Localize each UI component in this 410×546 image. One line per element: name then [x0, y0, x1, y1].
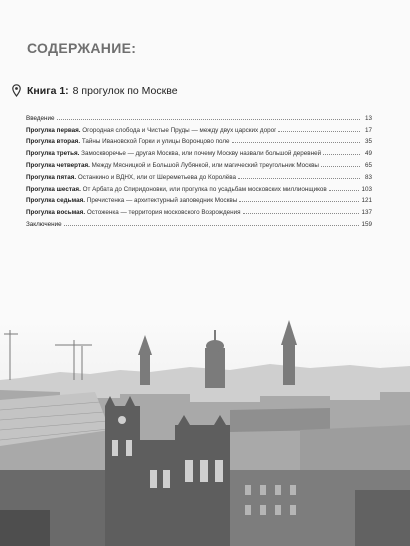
toc-page-number: 137 — [361, 209, 372, 217]
toc-entry-label — [26, 150, 321, 157]
toc-entry-label — [26, 138, 230, 145]
toc-page-number: 17 — [364, 126, 372, 134]
toc-entry-title: Введение — [26, 114, 55, 122]
toc-entry-title: Прогулка третья. — [26, 150, 80, 158]
toc-page-number: 13 — [364, 114, 372, 122]
book-name: 8 прогулок по Москве — [72, 84, 178, 97]
dot-leader — [329, 190, 360, 191]
toc-entry-label — [26, 162, 319, 169]
toc-page-number: 159 — [361, 220, 372, 228]
dot-leader — [323, 154, 360, 155]
toc-page-number: 103 — [361, 185, 372, 193]
book-heading — [12, 84, 178, 97]
toc-entry — [26, 193, 372, 205]
page-title: СОДЕРЖАНИЕ: — [27, 40, 137, 56]
location-pin-icon — [12, 84, 21, 97]
toc-entry-label — [26, 209, 241, 216]
toc-page-number: 65 — [364, 161, 372, 169]
toc-entry-desc: Замоскворечье — другая Москва, или почему Москву назвали большой деревней — [79, 150, 322, 158]
table-of-contents — [26, 110, 372, 228]
toc-entry-title: Прогулка седьмая. — [26, 197, 86, 205]
toc-entry — [26, 169, 372, 181]
toc-page-number: 35 — [364, 138, 372, 146]
toc-entry-label — [26, 115, 55, 122]
toc-entry — [26, 145, 372, 157]
moscow-panorama-photo — [0, 320, 410, 546]
toc-entry-title: Прогулка пятая. — [26, 173, 77, 181]
toc-entry-label — [26, 174, 236, 181]
dot-leader — [278, 131, 360, 132]
toc-entry-desc: Между Мясницкой и Большой Лубянкой, или магический треугольник Москвы — [89, 161, 319, 169]
dot-leader — [239, 201, 359, 202]
toc-entry-desc: От Арбата до Спиридоновки, или прогулка по усадьбам московских миллионщиков — [80, 185, 327, 193]
toc-page-number: 121 — [361, 197, 372, 205]
toc-entry-desc: Огородная слобода и Чистые Пруды — между двух царских дорог — [80, 126, 277, 134]
toc-entry-title: Заключение — [26, 220, 62, 228]
dot-leader — [232, 142, 360, 143]
toc-entry-desc: Останкино и ВДНХ, или от Шереметьева до Королёва — [76, 173, 237, 181]
toc-page-number: 83 — [364, 173, 372, 181]
toc-entry — [26, 110, 372, 122]
toc-entry-label — [26, 127, 276, 134]
book-label: Книга 1: — [27, 84, 69, 97]
toc-entry-desc: Пречистенка — архитектурный заповедник Москвы — [85, 197, 238, 205]
dot-leader — [243, 213, 360, 214]
toc-entry-label — [26, 221, 62, 228]
dot-leader — [321, 166, 360, 167]
toc-entry — [26, 122, 372, 134]
toc-entry-title: Прогулка шестая. — [26, 185, 81, 193]
toc-page-number: 49 — [364, 150, 372, 158]
toc-entry — [26, 157, 372, 169]
dot-leader — [57, 119, 360, 120]
toc-entry-desc: Тайны Ивановской Горки и улицы Воронцово поле — [80, 138, 230, 146]
toc-entry-title: Прогулка первая. — [26, 126, 81, 134]
toc-entry — [26, 181, 372, 193]
toc-entry-label — [26, 186, 327, 193]
toc-entry-title: Прогулка четвертая. — [26, 161, 90, 169]
toc-entry-title: Прогулка вторая. — [26, 138, 81, 146]
toc-entry — [26, 216, 372, 228]
toc-entry — [26, 204, 372, 216]
dot-leader — [238, 178, 360, 179]
toc-entry-desc: Остоженка — территория московского Возрождения — [85, 209, 241, 217]
toc-entry — [26, 134, 372, 146]
dot-leader — [64, 225, 360, 226]
toc-entry-title: Прогулка восьмая. — [26, 209, 86, 217]
toc-entry-label — [26, 197, 237, 204]
